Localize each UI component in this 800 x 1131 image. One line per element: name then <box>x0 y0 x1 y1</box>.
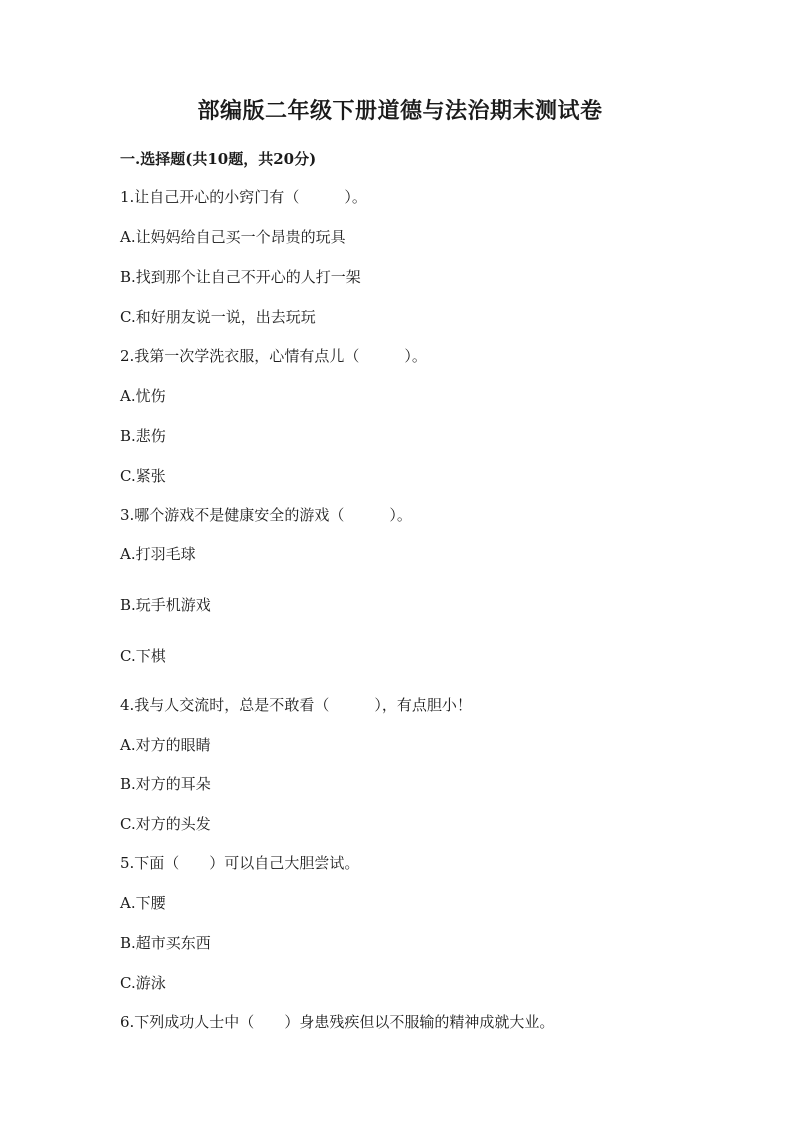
question-6-stem: 6.下列成功人士中（ ）身患残疾但以不服输的精神成就大业。 <box>120 1013 555 1031</box>
question-4-option-a: A.对方的眼睛 <box>120 736 211 754</box>
question-2-stem: 2.我第一次学洗衣服，心情有点儿（ ）。 <box>120 347 427 365</box>
question-5-stem: 5.下面（ ）可以自己大胆尝试。 <box>120 854 360 872</box>
section-heading: 一.选择题(共10题，共20分) <box>120 150 317 168</box>
question-1-option-c: C.和好朋友说一说，出去玩玩 <box>120 308 316 326</box>
question-5-option-b: B.超市买东西 <box>120 934 211 952</box>
question-2-option-c: C.紧张 <box>120 467 166 485</box>
question-1-option-a: A.让妈妈给自己买一个昂贵的玩具 <box>120 228 346 246</box>
question-4-option-c: C.对方的头发 <box>120 815 211 833</box>
page-title: 部编版二年级下册道德与法治期末测试卷 <box>197 98 603 124</box>
question-3-option-a: A.打羽毛球 <box>120 545 196 563</box>
question-1-stem: 1.让自己开心的小窍门有（ ）。 <box>120 188 367 206</box>
question-5-option-c: C.游泳 <box>120 974 166 992</box>
question-1-option-b: B.找到那个让自己不开心的人打一架 <box>120 268 361 286</box>
question-2-option-a: A.忧伤 <box>120 387 166 405</box>
question-4-option-b: B.对方的耳朵 <box>120 775 211 793</box>
question-4-stem: 4.我与人交流时，总是不敢看（ ），有点胆小！ <box>120 696 472 714</box>
question-5-option-a: A.下腰 <box>120 894 166 912</box>
question-3-option-c: C.下棋 <box>120 647 166 665</box>
question-3-option-b: B.玩手机游戏 <box>120 596 211 614</box>
question-2-option-b: B.悲伤 <box>120 427 166 445</box>
question-3-stem: 3.哪个游戏不是健康安全的游戏（ ）。 <box>120 506 412 524</box>
